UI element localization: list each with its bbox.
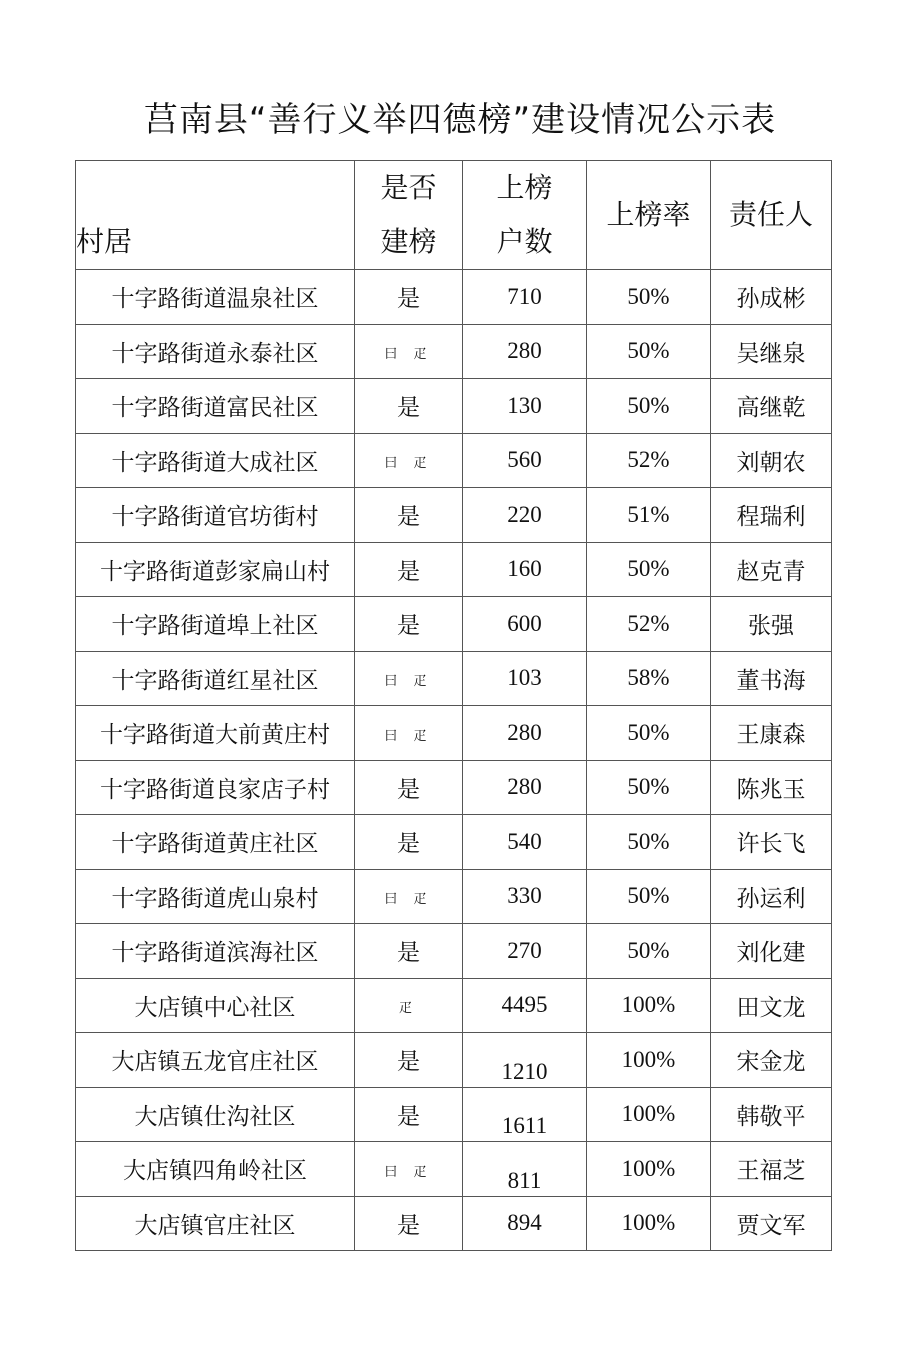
village-cell-text: 十字路街道滨海社区 [111,940,319,967]
households-cell-text: 540 [507,828,542,854]
header-person: 责任人 [711,161,832,270]
header-built-line1: 是否 [380,171,437,204]
rate-cell [587,1033,711,1088]
table-row [76,379,832,434]
built-cell-text: 曰 疋 [384,456,433,472]
built-cell-text: 是 [397,776,420,803]
table-row [76,542,832,597]
person-cell [711,488,832,543]
person-cell-text: 孙成彬 [736,286,806,313]
person-cell-text: 张强 [748,613,794,640]
rate-cell-text: 50% [627,883,670,909]
built-cell [355,760,463,815]
person-cell-text: 董书海 [736,667,806,694]
village-cell-text: 大店镇中心社区 [134,994,296,1021]
built-cell-text: 是 [397,395,420,422]
built-cell-text: 疋 [398,1001,418,1017]
rate-cell [587,815,711,870]
built-cell [355,706,463,761]
households-cell-text: 1611 [501,1113,548,1139]
households-cell [463,270,587,325]
village-cell-text: 十字路街道大前黄庄村 [100,722,330,749]
rate-cell [587,1142,711,1197]
rate-cell [587,270,711,325]
households-cell-text: 4495 [501,992,548,1018]
person-cell-text: 孙运利 [736,885,806,912]
village-cell-text: 十字路街道大成社区 [111,449,319,476]
header-village: 村居 [76,161,355,270]
built-cell [355,1142,463,1197]
village-cell [76,651,355,706]
built-cell-text: 曰 疋 [384,728,433,744]
households-cell [463,869,587,924]
village-cell-text: 十字路街道彭家扁山村 [100,558,330,585]
table-row [76,815,832,870]
village-cell [76,869,355,924]
built-cell-text: 曰 疋 [384,1164,433,1180]
table-row [76,651,832,706]
village-cell [76,706,355,761]
header-households-line1: 上榜 [496,171,553,204]
person-cell [711,706,832,761]
households-cell-text: 280 [507,338,542,364]
table-row [76,1142,832,1197]
built-cell [355,270,463,325]
rate-cell [587,706,711,761]
person-cell [711,760,832,815]
rate-cell [587,1087,711,1142]
households-cell [463,433,587,488]
households-cell-text: 103 [507,665,542,691]
header-rate: 上榜率 [587,161,711,270]
rate-cell-text: 50% [627,556,670,582]
data-table [75,160,832,1251]
village-cell-text: 十字路街道富民社区 [111,395,319,422]
village-cell [76,597,355,652]
table-row [76,597,832,652]
person-cell-text: 田文龙 [736,994,806,1021]
person-cell-text: 贾文军 [736,1212,806,1239]
village-cell-text: 大店镇官庄社区 [134,1212,296,1239]
built-cell-text: 是 [397,1049,420,1076]
village-cell-text: 十字路街道永泰社区 [111,340,319,367]
village-cell [76,433,355,488]
households-cell [463,978,587,1033]
person-cell [711,270,832,325]
village-cell [76,1196,355,1251]
built-cell-text: 是 [397,558,420,585]
village-cell [76,488,355,543]
person-cell [711,379,832,434]
households-cell [463,651,587,706]
village-cell [76,1087,355,1142]
rate-cell-text: 100% [621,1101,676,1127]
rate-cell [587,597,711,652]
person-cell-text: 王福芝 [736,1158,806,1185]
page-title: 莒南县“善行义举四德榜”建设情况公示表 [143,100,777,140]
table-row [76,978,832,1033]
person-cell [711,978,832,1033]
rate-cell-text: 50% [627,392,670,418]
village-cell [76,1142,355,1197]
person-cell [711,1196,832,1251]
person-cell-text: 吴继泉 [736,340,806,367]
rate-cell-text: 51% [627,501,670,527]
households-cell-text: 160 [507,556,542,582]
households-cell [463,815,587,870]
households-cell [463,924,587,979]
households-cell [463,324,587,379]
person-cell-text: 王康森 [736,722,806,749]
built-cell-text: 是 [397,504,420,531]
rate-cell-text: 52% [627,610,670,636]
header-households-line2: 户数 [496,225,553,258]
households-cell-text: 894 [507,1210,542,1236]
village-cell-text: 大店镇四角岭社区 [123,1158,307,1185]
rate-cell-text: 50% [627,283,670,309]
built-cell [355,869,463,924]
rate-cell-text: 50% [627,719,670,745]
rate-cell [587,379,711,434]
table-row [76,1196,832,1251]
table-row [76,433,832,488]
village-cell-text: 十字路街道黄庄社区 [111,831,319,858]
built-cell [355,597,463,652]
person-cell-text: 程瑞利 [736,504,806,531]
rate-cell [587,488,711,543]
rate-cell [587,869,711,924]
built-cell [355,651,463,706]
village-cell [76,924,355,979]
built-cell-text: 是 [397,286,420,313]
households-cell-text: 710 [507,283,542,309]
built-cell [355,1087,463,1142]
households-cell-text: 280 [507,719,542,745]
built-cell [355,488,463,543]
table-row [76,924,832,979]
rate-cell-text: 100% [621,1046,676,1072]
person-cell [711,924,832,979]
households-cell [463,1033,587,1088]
rate-cell-text: 50% [627,338,670,364]
rate-cell-text: 100% [621,1210,676,1236]
village-cell-text: 十字路街道虎山泉村 [111,885,319,912]
village-cell-text: 十字路街道温泉社区 [111,286,319,313]
person-cell [711,815,832,870]
person-cell [711,542,832,597]
rate-cell-text: 58% [627,665,670,691]
table-row [76,324,832,379]
households-cell-text: 220 [507,501,542,527]
households-cell [463,542,587,597]
person-cell [711,869,832,924]
rate-cell-text: 52% [627,447,670,473]
village-cell-text: 十字路街道良家店子村 [100,776,330,803]
village-cell [76,379,355,434]
households-cell-text: 600 [507,610,542,636]
rate-cell-text: 50% [627,937,670,963]
rate-cell-text: 50% [627,828,670,854]
households-cell [463,597,587,652]
built-cell [355,324,463,379]
built-cell-text: 曰 疋 [384,892,433,908]
person-cell [711,324,832,379]
built-cell-text: 是 [397,613,420,640]
households-cell-text: 130 [507,392,542,418]
person-cell-text: 陈兆玉 [736,776,806,803]
built-cell-text: 是 [397,831,420,858]
built-cell [355,1196,463,1251]
village-cell [76,815,355,870]
village-cell [76,978,355,1033]
person-cell [711,1142,832,1197]
built-cell-text: 曰 疋 [384,347,433,363]
households-cell [463,760,587,815]
table-row [76,1033,832,1088]
households-cell [463,1196,587,1251]
village-cell [76,270,355,325]
households-cell-text: 280 [507,774,542,800]
person-cell [711,1087,832,1142]
rate-cell [587,433,711,488]
table-header-row [76,161,832,270]
households-cell [463,706,587,761]
village-cell [76,1033,355,1088]
header-households [463,161,587,270]
rate-cell [587,651,711,706]
table-row [76,760,832,815]
village-cell [76,760,355,815]
village-cell [76,542,355,597]
built-cell-text: 是 [397,1212,420,1239]
built-cell [355,433,463,488]
rate-cell [587,542,711,597]
person-cell [711,597,832,652]
person-cell-text: 许长飞 [736,831,806,858]
rate-cell [587,760,711,815]
built-cell [355,379,463,434]
rate-cell [587,1196,711,1251]
village-cell-text: 十字路街道埠上社区 [111,613,319,640]
rate-cell-text: 100% [621,1155,676,1181]
table-row [76,706,832,761]
rate-cell [587,978,711,1033]
built-cell [355,978,463,1033]
village-cell-text: 大店镇五龙官庄社区 [111,1049,319,1076]
built-cell-text: 曰 疋 [384,674,433,690]
households-cell [463,1142,587,1197]
person-cell-text: 韩敬平 [736,1103,806,1130]
households-cell-text: 270 [507,937,542,963]
households-cell [463,488,587,543]
person-cell-text: 刘朝农 [736,449,806,476]
built-cell [355,1033,463,1088]
built-cell [355,542,463,597]
person-cell [711,433,832,488]
table-row [76,1087,832,1142]
built-cell [355,924,463,979]
built-cell-text: 是 [397,1103,420,1130]
built-cell-text: 是 [397,940,420,967]
person-cell-text: 高继乾 [736,395,806,422]
table-row [76,869,832,924]
households-cell-text: 1210 [501,1058,548,1084]
built-cell [355,815,463,870]
households-cell-text: 560 [507,447,542,473]
person-cell [711,651,832,706]
person-cell-text: 刘化建 [736,940,806,967]
rate-cell-text: 100% [621,992,676,1018]
village-cell [76,324,355,379]
rate-cell-text: 50% [627,774,670,800]
households-cell [463,1087,587,1142]
table-row [76,270,832,325]
households-cell-text: 811 [507,1167,542,1193]
households-cell [463,379,587,434]
rate-cell [587,924,711,979]
person-cell-text: 赵克青 [736,558,806,585]
person-cell [711,1033,832,1088]
village-cell-text: 十字路街道官坊街村 [111,504,319,531]
village-cell-text: 大店镇仕沟社区 [134,1103,296,1130]
rate-cell [587,324,711,379]
table-row [76,488,832,543]
header-built-line2: 建榜 [380,225,437,258]
village-cell-text: 十字路街道红星社区 [111,667,319,694]
households-cell-text: 330 [507,883,542,909]
person-cell-text: 宋金龙 [736,1049,806,1076]
header-built [355,161,463,270]
